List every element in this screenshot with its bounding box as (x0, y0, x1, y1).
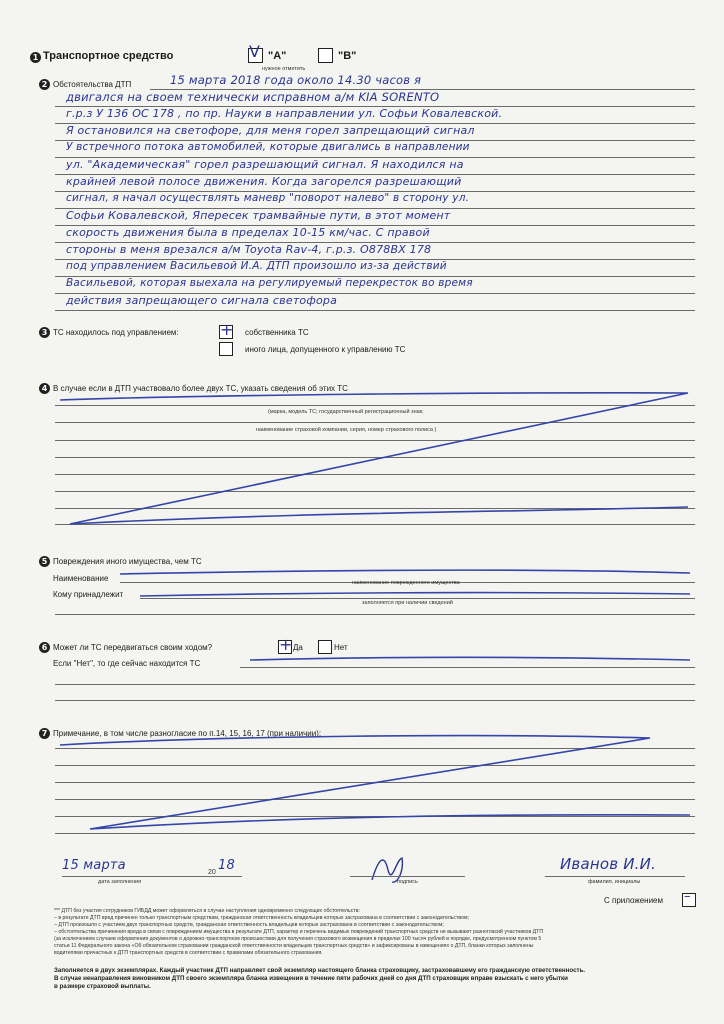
instruction-line-2: В случае ненаправления виновником ДТП своего экземпляра бланка извещения в течение пяти рабочих дней со дня ДТП страховщик вправе взыскать с него убытки (54, 975, 568, 982)
section-5-strike-2 (140, 593, 690, 596)
signature-caption: подпись (397, 879, 418, 885)
section-1-title: Транспортное средство (43, 50, 174, 62)
other-driver-option-label: иного лица, допущенного к управлению ТС (245, 345, 406, 354)
attachment-mark: – (684, 889, 691, 904)
owner-checkmark: + (220, 320, 234, 339)
circumstances-line-6: ул. "Академическая" горел разрешающий сигнал. Я находился на (66, 158, 464, 171)
movable-no-label: Нет (334, 643, 348, 652)
footnote-line-3: – ДТП произошло с участием двух транспортных средств, гражданская ответственность владельцев которых застрахована в соответствии с законодательством; (54, 922, 444, 928)
fill-year: 18 (218, 858, 235, 873)
vehicles-hint-1: (марка, модель ТС; государственный регистрационный знак; (268, 409, 424, 415)
section-4-strike (60, 393, 688, 524)
circumstances-line-11: стороны в меня врезался а/м Toyota Rav-4, г.р.з. О878ВХ 178 (66, 243, 432, 256)
rule (545, 876, 685, 877)
section-5-strike-1 (120, 570, 690, 574)
section-4-label: В случае если в ДТП участвовало более двух ТС, указать сведения об этих ТС (53, 384, 348, 393)
section-6-strike (250, 657, 690, 660)
owner-option-label: собственника ТС (245, 328, 309, 337)
mark-hint: нужное отметить (262, 66, 306, 72)
section-1-number: 1 (30, 52, 41, 63)
circumstances-line-10: скорость движения была в пределах 10-15 км/час. С правой (66, 226, 430, 239)
circumstances-line-3: г.р.з У 136 ОС 178 , по пр. Науки в направлении ул. Софьи Ковалевской. (66, 107, 503, 120)
footnote-line-4: – обстоятельства причинения вреда в связи с повреждением имущества в результате ДТП, характер и перечень видимых повреждений транспортных средств не вызывают разногласий участников ДТП (54, 929, 544, 935)
property-name-label: Наименование (53, 574, 109, 583)
circumstances-line-14: действия запрещающего сигнала светофора (66, 294, 338, 307)
section-5-label: Повреждения иного имущества, чем ТС (53, 557, 202, 566)
rule (350, 876, 465, 877)
footnote-line-2: – в результате ДТП вред причинен только транспортным средствам, гражданская ответственность владельцев которых застрахована в соответствии с законодательством; (54, 915, 469, 921)
name-caption: фамилия, инициалы (588, 879, 641, 885)
circumstances-line-2: двигался на своем технически исправном а/м KIA SORENTO (66, 90, 440, 104)
circumstances-line-1: 15 марта 2018 года около 14.30 часов я (170, 73, 422, 87)
circumstances-line-4: Я остановился на светофоре, для меня горел запрещающий сигнал (66, 124, 475, 137)
circumstances-line-9: Софьи Ковалевской, Япересек трамвайные пути, в этот момент (66, 209, 451, 222)
section-7-number: 7 (39, 728, 50, 739)
footnote-line-7: водителями причастных к ДТП транспортных средств в соответствии с правилами обязательного страхования. (54, 950, 323, 956)
section-3-number: 3 (39, 327, 50, 338)
vehicle-a-checkmark: V (249, 42, 261, 61)
circumstances-line-12: под управлением Васильевой И.А. ДТП произошло из-за действий (66, 260, 447, 272)
section-6-number: 6 (39, 642, 50, 653)
year-prefix: 20 (208, 869, 216, 876)
section-7-label: Примечание, в том числе разногласие по п.14, 15, 16, 17 (при наличии): (53, 729, 322, 738)
section-2-number: 2 (39, 79, 50, 90)
property-owner-label: Кому принадлежит (53, 590, 124, 599)
footnote-line-6: статьи 11 Федерального закона «Об обязательном страховании гражданской ответственности владельцев транспортных средств» и зафиксированы в извещениях о ДТП, бланки которых заполнены (54, 943, 534, 949)
vehicle-a-label: "А" (268, 50, 287, 62)
instruction-line-3: в размере страховой выплаты. (54, 983, 151, 990)
vehicles-hint-2: наименование страховой компании, серия, номер страхового полиса ) (256, 427, 437, 433)
vehicle-location-label: Если "Нет", то где сейчас находится ТС (53, 659, 201, 668)
attachment-label: С приложением (604, 896, 664, 905)
section-7-strike (60, 736, 690, 829)
section-3-label: ТС находилось под управлением: (53, 328, 179, 337)
instruction-line-1: Заполняется в двух экземплярах. Каждый участник ДТП направляет свой экземпляр настоящего бланка страховщику, застраховавшему его гражданскую ответственность. (54, 967, 586, 974)
fill-date: 15 марта (62, 858, 126, 873)
section-5-number: 5 (39, 556, 50, 567)
vehicle-b-label: "В" (338, 50, 357, 62)
driver-name: Иванов И.И. (560, 855, 657, 873)
date-caption: дата заполнения (98, 879, 142, 885)
movable-yes-label: Да (293, 643, 303, 652)
circumstances-line-13: Васильевой, которая выехала на регулируемый перекресток во время (66, 277, 473, 289)
section-4-number: 4 (39, 383, 50, 394)
rule (62, 876, 242, 877)
section-2-label: Обстоятельства ДТП (53, 80, 132, 89)
circumstances-line-7: крайней левой полосе движения. Когда загорелся разрешающий (66, 175, 462, 188)
footnote-line-5: (за исключением случаев оформления документов о дорожно-транспортном происшествии для получения страхового возмещения в пределах 100 тысяч рублей в порядке, предусмотренном пунктом 5 (54, 936, 542, 942)
circumstances-line-5: У встречного потока автомобилей, которые двигались в направлении (66, 141, 470, 153)
circumstances-line-8: сигнал, я начал осуществлять маневр "поворот налево" в сторону ул. (66, 192, 470, 204)
property-owner-hint: заполняется при наличии сведений (362, 600, 453, 606)
footnote-line-1: *** ДТП без участия сотрудников ГИБДД может оформляться в случае наступления одновременно следующих обстоятельств: (54, 908, 360, 914)
property-name-hint: наименование поврежденного имущества (352, 580, 460, 586)
movable-yes-checkmark: + (279, 635, 293, 654)
section-6-label: Может ли ТС передвигаться своим ходом? (53, 643, 213, 652)
